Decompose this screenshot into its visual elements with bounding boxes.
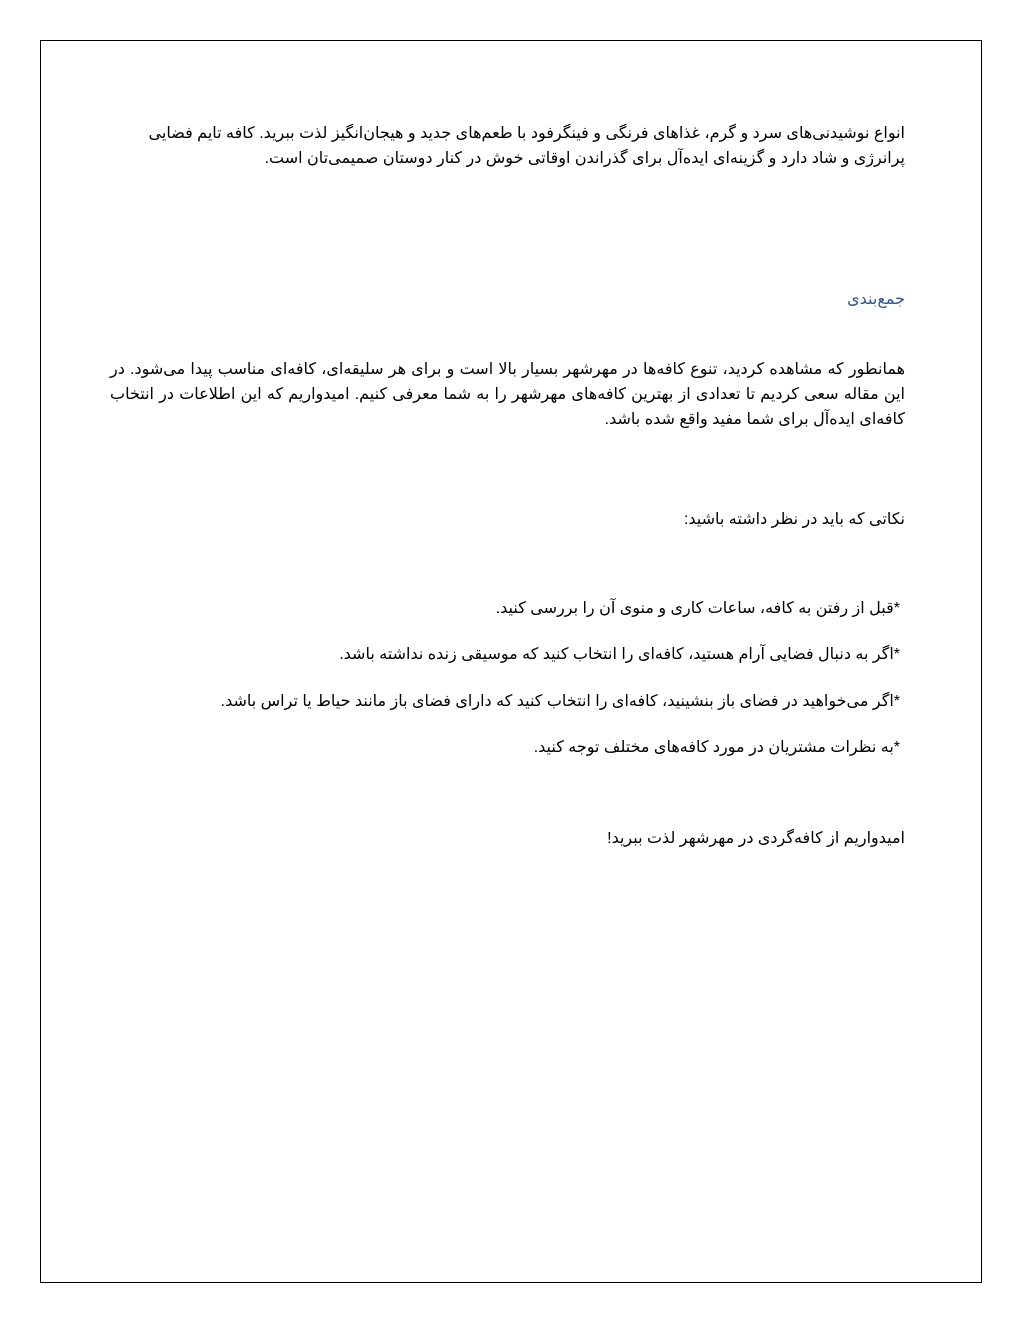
tip-item: *به نظرات مشتریان در مورد کافه‌های مختلف توجه کنید. [533,739,900,756]
tip-item: *اگر به دنبال فضایی آرام هستید، کافه‌ای را انتخاب کنید که موسیقی زنده نداشته باشد. [339,646,900,663]
tips-title: نکاتی که باید در نظر داشته باشید: [683,511,905,528]
summary-heading: جمع‌بندی [847,291,905,308]
intro-paragraph: انواع نوشیدنی‌های سرد و گرم، غذاهای فرنگی و فینگرفود با طعم‌های جدید و هیجان‌انگیز لذت ببرید. کافه تایم فضایی پرانرژی و شاد دارد و گزینه‌ای ایده‌آل برای گذراندن اوقاتی خوش در کنار دوستان صمیمی‌تان است. [148,125,905,167]
summary-paragraph: همانطور که مشاهده کردید، تنوع کافه‌ها در مهرشهر بسیار بالا است و برای هر سلیقه‌ای، کافه‌ای مناسب پیدا می‌شود. در این مقاله سعی کردیم تا تعدادی از بهترین کافه‌های مهرشهر را به شما معرفی کنیم. امیدواریم که این اطلاعات در انتخاب کافه‌ای ایده‌آل برای شما مفید واقع شده باشد. [110,361,906,428]
tip-item: *اگر می‌خواهید در فضای باز بنشینید، کافه‌ای را انتخاب کنید که دارای فضای باز مانند حیاط یا تراس باشد. [220,693,900,710]
closing-line: امیدواریم از کافه‌گردی در مهرشهر لذت ببرید! [607,830,905,847]
tip-item: *قبل از رفتن به کافه، ساعات کاری و منوی آن را بررسی کنید. [495,600,900,617]
